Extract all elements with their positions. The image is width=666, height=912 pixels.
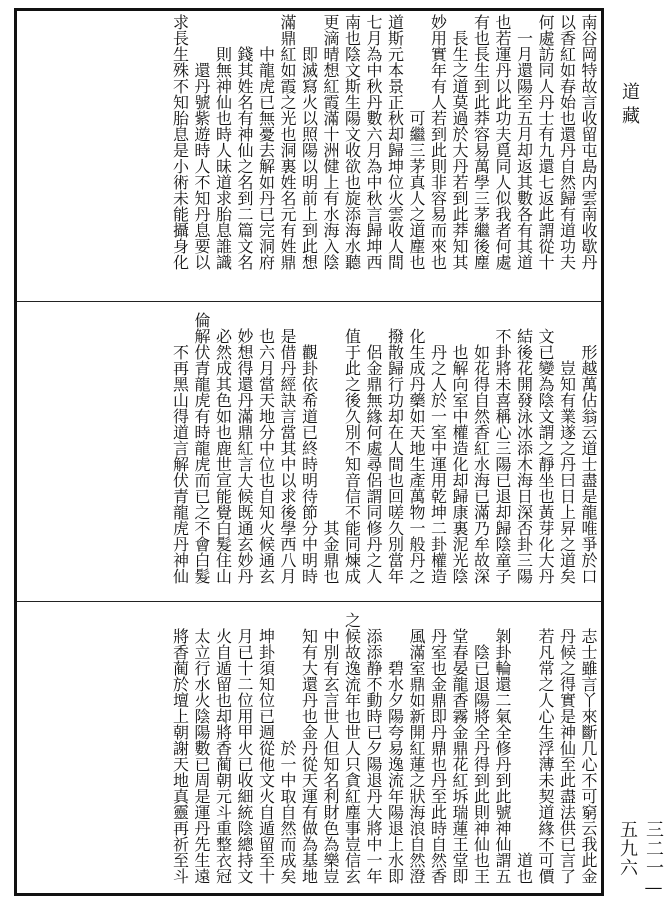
text-column: 風滿室鼎如新開紅蓮之狀海浪自然澄 bbox=[407, 628, 426, 884]
page-number: 三二一—五九六 bbox=[617, 820, 664, 899]
text-column: 月已十二位用甲火已收細統陰總持文 bbox=[235, 628, 254, 884]
text-column: 妙想得還丹滿鼎紅言大候既通玄妙丹 bbox=[235, 328, 254, 584]
text-column: 道也 bbox=[514, 852, 534, 884]
text-column: 文已變為陰文謂之靜坐也黃芽化大丹 bbox=[536, 328, 555, 584]
text-column: 可繼三茅真人之道塵也 bbox=[407, 110, 426, 270]
text-column: 結後花開發泳冰添木海日深否卦三陽 bbox=[514, 328, 534, 584]
column-group bbox=[22, 14, 596, 270]
collection-title: 道藏 bbox=[619, 82, 640, 130]
text-column: 若凡常之人心生浮薄未契道緣不可價 bbox=[536, 628, 555, 884]
text-column: 一月還陽至五月却返其數各有其道 bbox=[514, 30, 534, 270]
text-column: 南也陰文斯生陽文收欲也旋添海水聽 bbox=[342, 14, 362, 270]
text-column: 丹之人於一室中運用乾坤二卦權造 bbox=[428, 344, 448, 584]
text-column: 則無神仙也時人昧道求胎息誰識 bbox=[213, 46, 233, 270]
text-column: 也若運丹以此功夫覓同人似我者何處 bbox=[493, 14, 512, 270]
text-column: 侶金鼎無緣何處尋侶謂同修丹之人 bbox=[364, 344, 383, 584]
text-column: 求長生殊不知胎息是小術未能攝身化 bbox=[170, 14, 190, 270]
text-column: 滿鼎紅如霞之光也洞裏姓名元有姓鼎 bbox=[278, 14, 297, 270]
text-column: 何處訪同人丹士有九還七返此謂從十 bbox=[536, 14, 555, 270]
column-group bbox=[22, 612, 596, 884]
text-column: 七月為中秋丹數六月為中秋言歸坤西 bbox=[364, 14, 383, 270]
text-column: 丹室也金鼎即丹鼎也丹至此時自然香 bbox=[428, 628, 448, 884]
text-column: 豈知有業遂之丹曰日上昇之道矣 bbox=[557, 360, 577, 584]
text-column: 於一中取自然而成矣 bbox=[278, 740, 297, 884]
text-column: 不卦將未喜稱心三陽已退却歸陰童子 bbox=[493, 328, 512, 584]
text-column: 倫解伏青龍虎有時龍虎而已之不會白髮 bbox=[192, 312, 211, 584]
text-column: 陰已退陽將全丹得到此則神仙也王 bbox=[471, 644, 491, 884]
text-column: 之候故逸流年也世人只貪紅塵事豈信玄 bbox=[342, 612, 362, 884]
text-column: 長生之道莫過於大丹若到此莽知其 bbox=[450, 30, 469, 270]
text-column: 以香紅如春始也還丹自然歸有道功夫 bbox=[557, 14, 577, 270]
text-column: 將香蔺於壇上朝謝天地真靈再祈至斗 bbox=[170, 628, 190, 884]
text-column: 妙用實年有人若到此則非容易而來也 bbox=[428, 14, 448, 270]
text-column: 丹候之得實是神仙至此盡法供已言了 bbox=[557, 628, 577, 884]
column-group bbox=[22, 312, 596, 584]
text-column: 是借丹經訣言當其中以求後學西八月 bbox=[278, 328, 297, 584]
panel-divider bbox=[17, 601, 601, 602]
text-column: 堂春晏龍香霧金鼎花紅坼瑞蓮王堂即 bbox=[450, 628, 469, 884]
text-column: 添添静不動時已夕陽退丹大將中一年 bbox=[364, 628, 383, 884]
text-column: 不再黑山得道言解伏青龍虎丹神仙 bbox=[170, 344, 190, 584]
text-column: 剝卦輪還二氣全修丹到此號神仙謂五 bbox=[493, 628, 512, 884]
text-column: 必然成其色如也鹿世宣能覺白髮住山 bbox=[213, 328, 233, 584]
text-column: 火自遁留也却將香蔺朝元斗重整衣冠 bbox=[213, 628, 233, 884]
text-column: 知有大還丹也金丹從天運有做為基地 bbox=[299, 628, 319, 884]
text-column: 如花得自然香紅水海已滿乃牟故深 bbox=[471, 344, 491, 584]
text-column: 形越萬佔翁云道士盡是龍唯爭於口 bbox=[579, 344, 598, 584]
text-column: 太立行水火陰陽數已周是運丹先生遠 bbox=[192, 628, 211, 884]
text-column: 中龍虎已無憂去解如丹已完洞府 bbox=[256, 46, 276, 270]
text-panel-bottom bbox=[22, 612, 596, 884]
text-column: 中別有玄言世人但知名利財色為樂豈 bbox=[321, 628, 340, 884]
text-column: 碧水夕陽夸易逸流年陽退上水即 bbox=[385, 660, 405, 884]
text-panel-top bbox=[22, 14, 596, 270]
panel-divider bbox=[17, 301, 601, 302]
text-column: 化生成丹藥如天地生產萬物一般丹之 bbox=[407, 328, 426, 584]
text-column: 即滅寫火以照陽以明前上到此想 bbox=[299, 46, 319, 270]
text-column: 道斯元本景正秋却歸坤位火雲收人間 bbox=[385, 14, 405, 270]
text-column: 其金鼎也 bbox=[321, 520, 340, 584]
text-column: 更滴晴想紅霞滿十洲健上有水海入陰 bbox=[321, 14, 340, 270]
text-column: 南谷岡特故言收留屯島内雲南收歇丹 bbox=[579, 14, 598, 270]
text-column: 撥散歸行功却在人間也回嗟久別當年 bbox=[385, 328, 405, 584]
text-column: 也六月當天地分中位也自知火候通玄 bbox=[256, 328, 276, 584]
text-column: 有也長生到此莽容易萬學三茅繼後塵 bbox=[471, 14, 491, 270]
text-column: 觀卦依希道已終時明待節分中明時 bbox=[299, 344, 319, 584]
text-panel-middle bbox=[22, 312, 596, 584]
text-column: 也解向室中權造化却歸康裏泥光陰 bbox=[450, 344, 469, 584]
text-column: 還丹號紫遊時人不知丹息要以 bbox=[192, 62, 211, 270]
text-column: 坤卦須知位已週從他文火自遁留至十 bbox=[256, 628, 276, 884]
text-column: 志士雖言丫來斷几心不可窮云我此金 bbox=[579, 628, 598, 884]
text-column: 值于此之後久別不知音信不能同煉成 bbox=[342, 328, 362, 584]
text-column: 錢其姓名有神仙之名到二篇文名 bbox=[235, 46, 254, 270]
